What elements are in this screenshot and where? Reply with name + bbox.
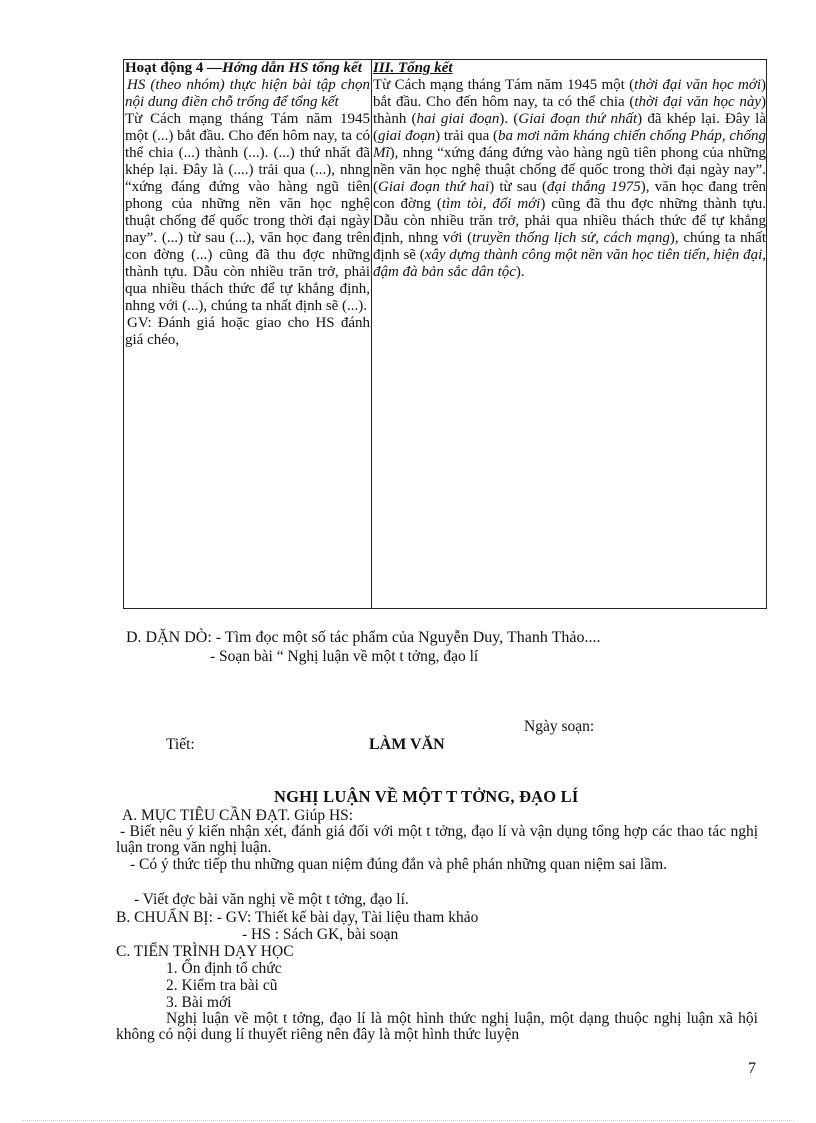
summary-table — [123, 59, 767, 609]
objective-2: - Có ý thức tiếp thu những quan niệm đúng đắn và phê phán những quan niệm sai lầm. — [130, 856, 668, 873]
lesson-intro: Nghị luận về một t tởng, đạo lí là một hình thức nghị luận, một dạng thuộc nghị luận xã hội không có nội dung lí thuyết riêng nên đây là một hình thức luyện — [116, 1010, 758, 1043]
summary-answer: Từ Cách mạng tháng Tám năm 1945 một (thời đại văn học mới) bắt đầu. Cho đến hôm nay, ta có thể chia (thời đại văn học này) thành (hai giai đoạn). (Giai đoạn thứ nhất) đã khép lại. Đây là (giai đoạn) trải qua (ba mơi năm kháng chiến chống Pháp, chống Mĩ), nhng “xứng đáng đứng vào hàng ngũ tiên phong của những nền văn học nghệ thuật chống đế quốc trong thời đại ngày nay”. (Giai đoạn thứ hai) từ sau (đại thắng 1975), văn học đang trên con đờng (tìm tòi, đổi mới) cũng đã thu đợc những thành tựu. Dẫu còn nhiều trăn trở, phải qua nhiều thách thức để tự khẳng định, nhng với (truyền thống lịch sử, cách mạng), chúng ta nhất định sẽ (xây dựng thành công một nền văn học tiên tiến, hiện đại, đậm đà bản sắc dân tộc). — [373, 77, 766, 280]
objective-1: - Biết nêu ý kiến nhận xét, đánh giá đối với một t tởng, đạo lí và vận dụng tổng hợp các thao tác nghị luận trong văn nghị luận. — [116, 823, 758, 856]
procedure-step-3: 3. Bài mới — [166, 994, 232, 1011]
page-number: 7 — [748, 1060, 756, 1077]
subject-label: LÀM VĂN — [369, 736, 445, 753]
homework-line-1: D. DẶN DÒ: - Tìm đọc một số tác phẩm của Nguyễn Duy, Thanh Thảo.... — [126, 629, 601, 646]
fill-blank-exercise: Từ Cách mạng tháng Tám năm 1945 một (...) bắt đầu. Cho đến hôm nay, ta có thể chia (...) thành (...). (...) thứ nhất đã khép lại. Đây là (....) trải qua (...), nhng “xứng đáng đứng vào hàng ngũ tiên phong của những nền văn học nghệ thuật chống đế quốc trong thời đại ngày nay”. (...) từ sau (...), văn học đang trên con đờng (...) cũng đã thu đợc những thành tựu. Dẫu còn nhiều trăn trở, phải qua nhiều thách thức để tự khẳng định, nhng với (...), chúng ta nhất định sẽ (...). — [125, 111, 370, 314]
table-right-column — [373, 60, 766, 281]
homework-line-2: - Soạn bài “ Nghị luận về một t tởng, đạo lí — [210, 648, 479, 665]
procedure-step-1: 1. Ổn định tổ chức — [166, 960, 282, 977]
table-column-divider — [371, 60, 372, 608]
teacher-note: GV: Đánh giá hoặc giao cho HS đánh giá chéo, — [125, 315, 370, 348]
objectives-heading: A. MỤC TIÊU CẦN ĐẠT. Giúp HS: — [122, 807, 354, 824]
lesson-title: NGHỊ LUẬN VỀ MỘT T TỞNG, ĐẠO LÍ — [274, 787, 579, 806]
table-left-column — [125, 60, 370, 349]
prep-date-label: Ngày soạn: — [524, 718, 595, 735]
period-label: Tiết: — [166, 736, 195, 753]
footer-dotted-rule — [22, 1120, 794, 1121]
preparation-heading: B. CHUẨN BỊ: - GV: Thiết kế bài dạy, Tài liệu tham khảo — [116, 909, 479, 926]
activity-heading: Hoạt động 4 —Hớng dẫn HS tổng kết — [125, 60, 362, 76]
objective-3: - Viết đợc bài văn nghị về một t tởng, đạo lí. — [134, 891, 409, 908]
procedure-heading: C. TIẾN TRÌNH DẠY HỌC — [116, 943, 294, 960]
summary-heading: III. Tổng kết — [373, 60, 453, 76]
activity-instruction: HS (theo nhóm) thực hiện bài tập chọn nội dung điền chỗ trống để tổng kết — [125, 77, 370, 110]
preparation-student: - HS : Sách GK, bài soạn — [242, 926, 399, 943]
procedure-step-2: 2. Kiểm tra bài cũ — [166, 977, 278, 994]
